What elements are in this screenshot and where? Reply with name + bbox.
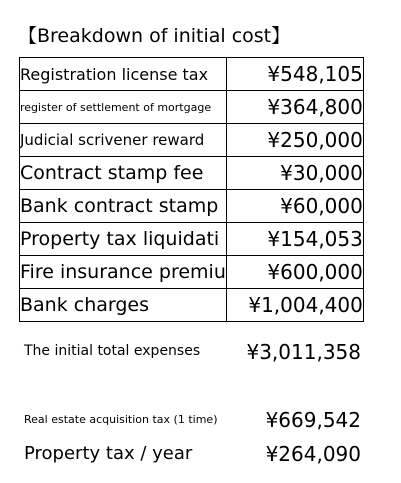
table-row bbox=[20, 223, 364, 256]
row-label: Registration license tax bbox=[20, 58, 227, 91]
row-label: Fire insurance premiu bbox=[20, 256, 227, 289]
property-tax-label: Property tax / year bbox=[24, 443, 193, 464]
row-label: Contract stamp fee bbox=[20, 157, 227, 190]
table-row bbox=[20, 289, 364, 322]
table-row bbox=[20, 190, 364, 223]
row-label: Bank contract stamp bbox=[20, 190, 227, 223]
row-value: ¥548,105 bbox=[226, 58, 363, 91]
table-row bbox=[20, 124, 364, 157]
row-value: ¥60,000 bbox=[226, 190, 363, 223]
total-value: ¥3,011,358 bbox=[246, 340, 361, 364]
row-label: register of settlement of mortgage bbox=[20, 91, 227, 124]
acquisition-tax-label: Real estate acquisition tax (1 time) bbox=[24, 413, 218, 426]
table-row bbox=[20, 256, 364, 289]
row-value: ¥600,000 bbox=[226, 256, 363, 289]
row-label: Bank charges bbox=[20, 289, 227, 322]
row-value: ¥30,000 bbox=[226, 157, 363, 190]
total-row bbox=[0, 340, 401, 364]
row-value: ¥364,800 bbox=[226, 91, 363, 124]
row-label: Judicial scrivener reward bbox=[20, 124, 227, 157]
page-title: 【Breakdown of initial cost】 bbox=[18, 25, 291, 47]
property-tax-value: ¥264,090 bbox=[265, 442, 361, 466]
cost-table bbox=[19, 57, 364, 322]
table-row bbox=[20, 157, 364, 190]
property-tax-row bbox=[0, 442, 401, 466]
row-value: ¥250,000 bbox=[226, 124, 363, 157]
total-label: The initial total expenses bbox=[24, 343, 201, 359]
row-label: Property tax liquidati bbox=[20, 223, 227, 256]
acquisition-tax-value: ¥669,542 bbox=[265, 408, 361, 432]
table-row bbox=[20, 91, 364, 124]
row-value: ¥154,053 bbox=[226, 223, 363, 256]
row-value: ¥1,004,400 bbox=[226, 289, 363, 322]
table-row bbox=[20, 58, 364, 91]
acquisition-tax-row bbox=[0, 408, 401, 432]
